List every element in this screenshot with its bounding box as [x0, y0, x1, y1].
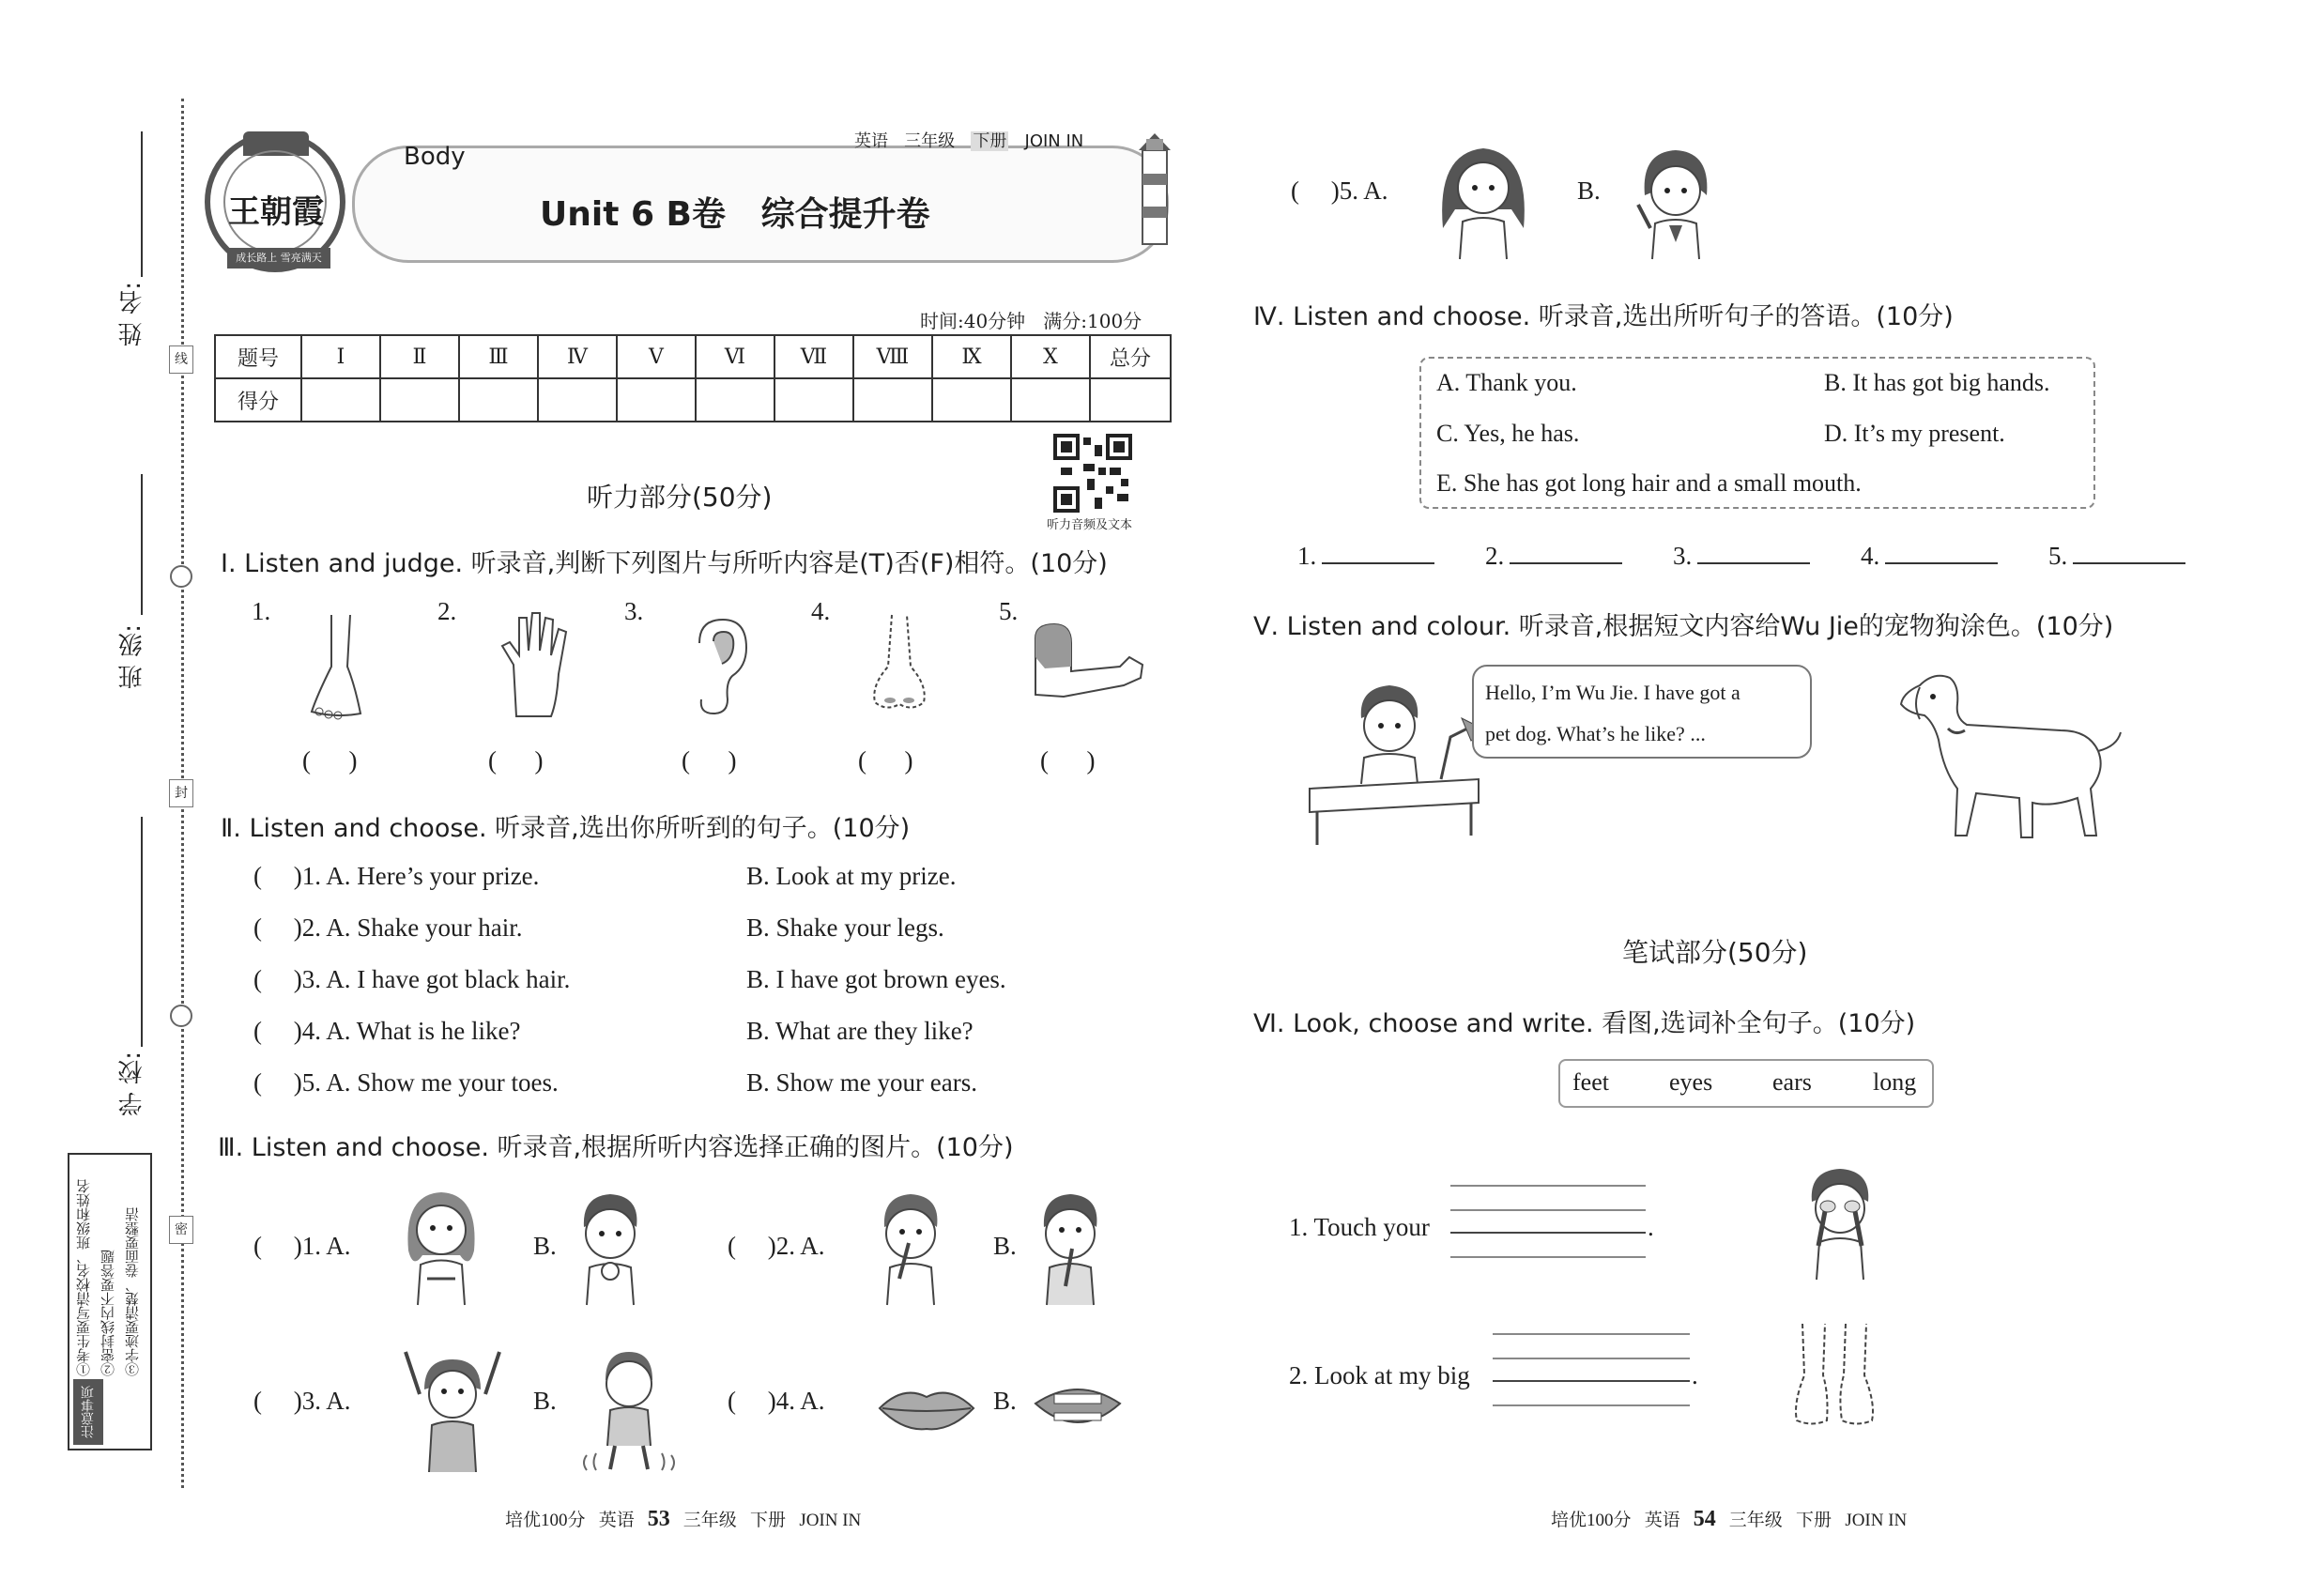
score-cell: Ⅷ — [853, 335, 932, 378]
notice-item-1: ①考生要写清校名、班级和姓名 — [75, 1179, 92, 1376]
writing-guide-line — [1493, 1333, 1690, 1335]
lighthouse-icon — [1122, 122, 1188, 263]
q1-title: Ⅰ. Listen and judge. 听录音,判断下列图片与所听内容是(T)否(F)相符。(10分) — [221, 549, 1108, 578]
score-input-cell[interactable] — [380, 378, 459, 422]
boy-touch-nose-icon — [864, 1185, 958, 1307]
q4-num-2: 2. — [1485, 542, 1505, 570]
score-cell: 总分 — [1090, 335, 1171, 378]
score-cell: Ⅵ — [696, 335, 774, 378]
q2-item-1-b: B. Look at my prize. — [746, 862, 957, 890]
meta-term: 下册 — [973, 131, 1007, 151]
page-title: Unit 6 B卷 综合提升卷 — [540, 195, 930, 234]
writing-guide-line — [1493, 1358, 1690, 1359]
q2-item-4-b: B. What are they like? — [746, 1017, 974, 1045]
q1-num-2: 2. — [437, 597, 457, 625]
lips-icon — [875, 1380, 978, 1436]
q2-item-2[interactable]: ( )2. A. Shake your hair. — [253, 913, 523, 942]
foot-icon — [299, 610, 374, 721]
page-number-right: 54 — [1693, 1507, 1716, 1531]
q6-title: Ⅵ. Look, choose and write. 看图,选词补全句子。(10分) — [1253, 1009, 1916, 1038]
q4-option-d: D. It’s my present. — [1824, 420, 2005, 447]
meta-subject: 英语 — [854, 131, 888, 151]
score-cell: Ⅸ — [932, 335, 1011, 378]
mouth-open-teeth-icon — [1031, 1375, 1125, 1441]
score-input-cell[interactable] — [459, 378, 538, 422]
logo-ribbon: 成长路上 雪亮满天 — [227, 248, 330, 269]
boy-at-desk-icon — [1300, 671, 1488, 850]
q3-item-1-label[interactable]: ( )1. A. — [253, 1232, 351, 1260]
q3-item-5-b: B. — [1577, 176, 1601, 205]
q4-blank-5[interactable] — [2073, 544, 2185, 564]
q2-item-5-a: )5. A. Show me your toes. — [293, 1068, 559, 1097]
q5-title: Ⅴ. Listen and colour. 听录音,根据短文内容给Wu Jie的宠物狗涂色。(10分) — [1253, 612, 2114, 641]
qr-code-icon[interactable] — [1053, 434, 1132, 513]
brand-logo — [205, 131, 345, 272]
boy-hands-clasped-icon — [563, 1185, 657, 1307]
footer-left — [505, 1506, 861, 1532]
q1-answer-2[interactable]: ( ) — [488, 746, 544, 775]
q4-num-3: 3. — [1673, 542, 1693, 570]
hand-icon — [493, 608, 577, 721]
q4-blank-1[interactable] — [1322, 544, 1434, 564]
unit-label: Body — [404, 143, 466, 171]
boy-covering-eyes-icon — [1788, 1159, 1892, 1281]
q4-answer-1[interactable] — [1297, 542, 1434, 571]
q3-item-3-b: B. — [533, 1387, 557, 1415]
q6-word-eyes[interactable]: eyes — [1669, 1068, 1713, 1096]
q6-answer-1[interactable] — [1450, 1232, 1646, 1234]
q2-item-5[interactable]: ( )5. A. Show me your toes. — [253, 1068, 559, 1097]
school-write-line — [141, 817, 143, 1047]
score-input-cell[interactable] — [538, 378, 617, 422]
footer-term: 下册 — [750, 1511, 787, 1530]
meta-series: JOIN IN — [1024, 131, 1084, 151]
writing-guide-line — [1493, 1404, 1690, 1406]
q1-answer-4[interactable]: ( ) — [858, 746, 913, 775]
name-label: 姓 名: — [118, 282, 146, 347]
girl-hands-on-chest-icon — [394, 1185, 488, 1307]
period: . — [1692, 1361, 1698, 1389]
q6-word-feet[interactable]: feet — [1572, 1068, 1609, 1096]
notice-title: 注意事项 — [73, 1379, 103, 1445]
notice-box — [68, 1153, 152, 1450]
ear-icon — [681, 615, 756, 718]
footer-subject: 英语 — [598, 1511, 635, 1530]
footer-series: JOIN IN — [799, 1511, 862, 1530]
bubble-line-1: Hello, I’m Wu Jie. I have got a — [1485, 681, 1740, 704]
score-input-cell[interactable] — [617, 378, 696, 422]
q4-num-4: 4. — [1861, 542, 1880, 570]
score-cell: Ⅰ — [301, 335, 380, 378]
q3-item-4-a: )4. A. — [767, 1387, 825, 1415]
q2-item-4-a: )4. A. What is he like? — [293, 1017, 521, 1045]
school-label: 学 校: — [118, 1051, 146, 1117]
class-label: 班 级: — [118, 624, 146, 690]
q3-item-4-label[interactable]: ( )4. A. — [728, 1387, 825, 1415]
q4-option-b: B. It has got big hands. — [1824, 369, 2050, 396]
score-cell: Ⅳ — [538, 335, 617, 378]
arm-icon — [1026, 620, 1150, 706]
q3-item-5-a: )5. A. — [1330, 176, 1388, 205]
q4-blank-3[interactable] — [1697, 544, 1810, 564]
footer-series: JOIN IN — [1845, 1511, 1908, 1530]
class-write-line — [141, 474, 143, 615]
q2-item-5-b: B. Show me your ears. — [746, 1068, 977, 1097]
listening-header: 听力部分(50分) — [587, 482, 773, 513]
q3-item-2-a: )2. A. — [767, 1232, 825, 1260]
binding-char-feng: 封 — [169, 779, 193, 807]
score-input-cell[interactable] — [1090, 378, 1171, 422]
q3-item-1-b: B. — [533, 1232, 557, 1260]
q3-title: Ⅲ. Listen and choose. 听录音,根据所听内容选择正确的图片。(10分) — [218, 1133, 1014, 1162]
qr-caption: 听力音频及文本 — [1047, 518, 1133, 532]
nose-icon — [862, 610, 937, 718]
q6-answer-2[interactable] — [1493, 1380, 1690, 1382]
q4-option-a: A. Thank you. — [1436, 369, 1577, 396]
q3-item-2-b: B. — [993, 1232, 1017, 1260]
score-cell: Ⅲ — [459, 335, 538, 378]
score-cell: Ⅶ — [774, 335, 853, 378]
score-cell: Ⅴ — [617, 335, 696, 378]
girl-arms-up-icon — [396, 1343, 509, 1474]
q4-option-c: C. Yes, he has. — [1436, 420, 1580, 447]
q2-title: Ⅱ. Listen and choose. 听录音,选出你所听到的句子。(10分) — [221, 814, 911, 843]
q3-item-3-a: )3. A. — [293, 1387, 351, 1415]
q2-item-2-a: )2. A. Shake your hair. — [293, 913, 523, 942]
q2-item-1-a: )1. A. Here’s your prize. — [293, 862, 540, 890]
q2-item-2-b: B. Shake your legs. — [746, 913, 944, 942]
q2-item-1[interactable]: ( )1. A. Here’s your prize. — [253, 862, 540, 890]
logo-text: 王朝霞 — [228, 193, 324, 231]
meta-grade: 三年级 — [904, 131, 956, 151]
footer-book: 培优100分 — [1551, 1511, 1632, 1530]
writing-guide-line — [1450, 1185, 1646, 1187]
boy-shaking-legs-icon — [568, 1343, 690, 1474]
dog-outline-icon[interactable] — [1892, 667, 2126, 845]
q6-sentence-1: 1. Touch your — [1289, 1213, 1430, 1241]
notice-item-2: ②密封线内不要答题 — [100, 1250, 116, 1376]
q3-item-2-label[interactable]: ( )2. A. — [728, 1232, 825, 1260]
footer-term: 下册 — [1796, 1511, 1832, 1530]
footer-grade: 三年级 — [682, 1511, 737, 1530]
q4-blank-2[interactable] — [1510, 544, 1622, 564]
binding-ring — [170, 1005, 192, 1027]
footer-right — [1551, 1506, 1907, 1532]
score-input-cell[interactable] — [774, 378, 853, 422]
binding-char-xian: 线 — [169, 345, 193, 374]
footer-subject: 英语 — [1644, 1511, 1680, 1530]
score-cell: 题号 — [215, 335, 301, 378]
q4-num-1: 1. — [1297, 542, 1317, 570]
q1-num-3: 3. — [624, 597, 644, 625]
bubble-line-2: pet dog. What’s he like? ... — [1485, 722, 1706, 745]
score-input-cell[interactable] — [301, 378, 380, 422]
q3-item-5-label[interactable]: ( )5. A. — [1291, 176, 1388, 205]
q2-item-4[interactable]: ( )4. A. What is he like? — [253, 1017, 521, 1045]
score-input-cell[interactable] — [696, 378, 774, 422]
q2-item-3-b: B. I have got brown eyes. — [746, 965, 1006, 993]
score-input-cell[interactable] — [1011, 378, 1090, 422]
score-input-cell[interactable] — [853, 378, 932, 422]
score-row-label: 得分 — [215, 378, 301, 422]
binding-char-mi: 密 — [169, 1216, 193, 1244]
q3-item-3-label[interactable]: ( )3. A. — [253, 1387, 351, 1415]
boy-touch-mouth-icon — [1023, 1185, 1117, 1307]
footer-book: 培优100分 — [505, 1511, 586, 1530]
score-cell: Ⅹ — [1011, 335, 1090, 378]
notice-item-3: ③字迹要清楚、卷面要整洁 — [124, 1207, 141, 1376]
score-table-score-row — [215, 378, 1171, 422]
q3-item-1-a: )1. A. — [293, 1232, 351, 1260]
q1-num-1: 1. — [252, 597, 271, 625]
q4-answer-4[interactable] — [1861, 542, 1998, 571]
period: . — [1648, 1213, 1654, 1241]
score-table — [214, 334, 1172, 422]
q1-answer-1[interactable]: ( ) — [302, 746, 358, 775]
q4-answer-2[interactable] — [1485, 542, 1622, 571]
writing-guide-line — [1450, 1209, 1646, 1211]
q6-word-ears[interactable]: ears — [1772, 1068, 1812, 1096]
girl-long-hair-icon — [1432, 139, 1535, 261]
score-input-cell[interactable] — [932, 378, 1011, 422]
q4-title: Ⅳ. Listen and choose. 听录音,选出所听句子的答语。(10分) — [1253, 302, 1954, 331]
q4-answer-3[interactable] — [1673, 542, 1810, 571]
header-meta — [854, 128, 1083, 152]
q6-word-long[interactable]: long — [1873, 1068, 1917, 1096]
feet-icon — [1784, 1319, 1887, 1432]
footer-grade: 三年级 — [1728, 1511, 1783, 1530]
binding-ring — [170, 565, 192, 588]
score-cell: Ⅱ — [380, 335, 459, 378]
name-write-line — [141, 131, 143, 277]
q1-answer-5[interactable]: ( ) — [1040, 746, 1096, 775]
page-number-left: 53 — [647, 1507, 670, 1531]
written-header: 笔试部分(50分) — [1622, 937, 1808, 968]
q4-blank-4[interactable] — [1885, 544, 1998, 564]
q4-answer-5[interactable] — [2048, 542, 2185, 571]
q6-sentence-2: 2. Look at my big — [1289, 1361, 1470, 1389]
q2-item-3-a: )3. A. I have got black hair. — [293, 965, 571, 993]
speech-bubble — [1472, 665, 1812, 759]
girl-short-hair-waving-icon — [1624, 139, 1727, 261]
q4-option-e: E. She has got long hair and a small mouth. — [1436, 469, 1862, 497]
score-table-header-row — [215, 335, 1171, 378]
q1-num-4: 4. — [811, 597, 831, 625]
q1-num-5: 5. — [999, 597, 1019, 625]
writing-guide-line — [1450, 1256, 1646, 1258]
q4-num-5: 5. — [2048, 542, 2068, 570]
q1-answer-3[interactable]: ( ) — [682, 746, 737, 775]
q2-item-3[interactable]: ( )3. A. I have got black hair. — [253, 965, 571, 993]
q3-item-4-b: B. — [993, 1387, 1017, 1415]
time-info: 时间:40分钟 满分:100分 — [920, 310, 1142, 332]
